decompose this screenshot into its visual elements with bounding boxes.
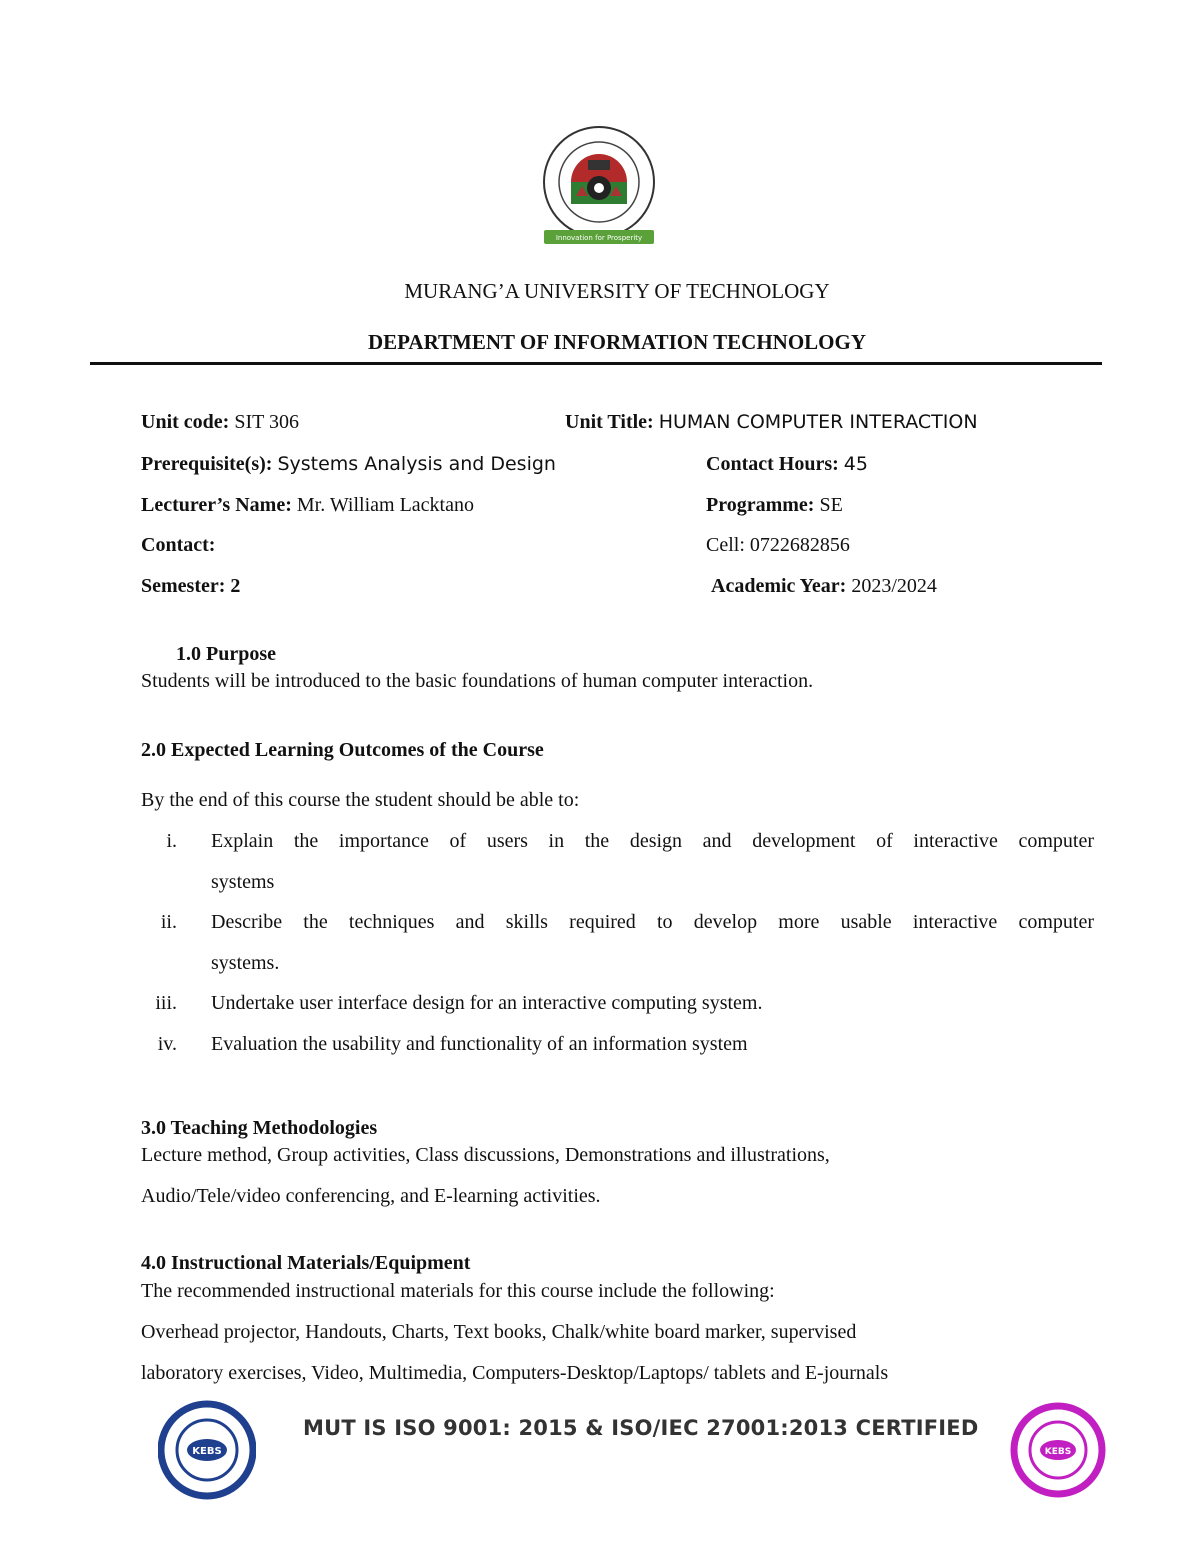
header-divider bbox=[90, 362, 1102, 365]
outcome-num-4: iv. bbox=[157, 1033, 177, 1055]
purpose-text: Students will be introduced to the basic foundations of human computer interaction. bbox=[141, 670, 814, 692]
contact-hours-value: 45 bbox=[843, 453, 868, 475]
materials-line-2: Overhead projector, Handouts, Charts, Text books, Chalk/white board marker, supervised bbox=[141, 1321, 857, 1343]
lecturer-label: Lecturer’s Name: bbox=[141, 494, 292, 516]
outcome-text-2-cont: systems. bbox=[211, 952, 280, 974]
teaching-line-2: Audio/Tele/video conferencing, and E-learning activities. bbox=[141, 1185, 601, 1207]
prerequisite-value: Systems Analysis and Design bbox=[277, 453, 556, 475]
prerequisite-label: Prerequisite(s): bbox=[141, 453, 273, 475]
academic-year-value: 2023/2024 bbox=[851, 575, 937, 597]
academic-year-row bbox=[711, 574, 937, 598]
svg-text:Innovation for Prosperity: Innovation for Prosperity bbox=[555, 234, 643, 242]
programme-value: SE bbox=[819, 494, 843, 516]
contact-row bbox=[141, 533, 215, 557]
svg-text:KEBS: KEBS bbox=[192, 1446, 222, 1457]
outcome-text-4: Evaluation the usability and functionality of an information system bbox=[211, 1033, 748, 1055]
contact-label: Contact: bbox=[141, 534, 216, 556]
contact-hours-label: Contact Hours: bbox=[706, 453, 839, 475]
materials-heading: 4.0 Instructional Materials/Equipment bbox=[141, 1252, 471, 1274]
outcome-text-1: Explain the importance of users in the design and development of interactive computer bbox=[211, 830, 1094, 852]
kebs-badge-right bbox=[1010, 1400, 1106, 1500]
semester-label: Semester: 2 bbox=[141, 575, 241, 597]
contact-hours-row bbox=[706, 452, 868, 476]
materials-line-3: laboratory exercises, Video, Multimedia, Computers-Desktop/Laptops/ tablets and E-journals bbox=[141, 1362, 889, 1384]
outcome-num-1: i. bbox=[166, 830, 177, 852]
unit-code-value: SIT 306 bbox=[234, 411, 299, 433]
iso-certification: MUT IS ISO 9001: 2015 & ISO/IEC 27001:2013 CERTIFIED bbox=[303, 1416, 979, 1440]
unit-code-row bbox=[141, 410, 299, 434]
department-name: DEPARTMENT OF INFORMATION TECHNOLOGY bbox=[367, 330, 867, 354]
programme-row bbox=[706, 493, 843, 517]
svg-text:KEBS: KEBS bbox=[1044, 1447, 1072, 1457]
lecturer-row bbox=[141, 493, 474, 517]
university-name: MURANG’A UNIVERSITY OF TECHNOLOGY bbox=[404, 279, 830, 303]
purpose-heading: 1.0 Purpose bbox=[176, 643, 276, 665]
unit-title-value: HUMAN COMPUTER INTERACTION bbox=[658, 411, 978, 433]
outcome-text-3: Undertake user interface design for an interactive computing system. bbox=[211, 992, 763, 1014]
unit-title-row bbox=[565, 410, 978, 434]
outcomes-heading: 2.0 Expected Learning Outcomes of the Course bbox=[141, 739, 544, 761]
materials-line-1: The recommended instructional materials for this course include the following: bbox=[141, 1280, 775, 1302]
outcomes-intro: By the end of this course the student should be able to: bbox=[141, 789, 580, 811]
unit-code-label: Unit code: bbox=[141, 411, 230, 433]
cell-value: Cell: 0722682856 bbox=[706, 534, 850, 556]
outcome-num-2: ii. bbox=[160, 911, 177, 933]
teaching-heading: 3.0 Teaching Methodologies bbox=[141, 1117, 378, 1139]
teaching-line-1: Lecture method, Group activities, Class discussions, Demonstrations and illustrations, bbox=[141, 1144, 830, 1166]
lecturer-value: Mr. William Lacktano bbox=[296, 494, 474, 516]
outcome-text-1-cont: systems bbox=[211, 871, 275, 893]
outcome-num-3: iii. bbox=[155, 992, 177, 1014]
kebs-badge-left bbox=[158, 1398, 256, 1502]
unit-title-label: Unit Title: bbox=[565, 411, 654, 433]
programme-label: Programme: bbox=[706, 494, 815, 516]
outcome-text-2: Describe the techniques and skills required to develop more usable interactive computer bbox=[211, 911, 1094, 933]
prerequisite-row bbox=[141, 452, 556, 476]
university-logo bbox=[538, 126, 660, 246]
academic-year-label: Academic Year: bbox=[711, 575, 847, 597]
semester-row bbox=[141, 574, 240, 598]
